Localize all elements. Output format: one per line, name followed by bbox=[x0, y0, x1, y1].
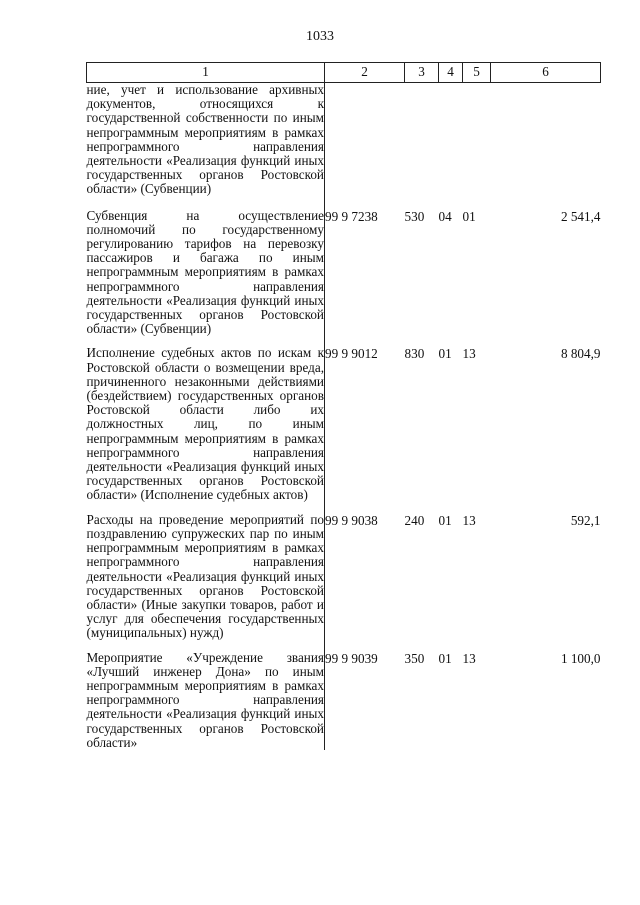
row-expense-type: 830 bbox=[404, 346, 425, 362]
row-subsection: 01 bbox=[462, 208, 476, 224]
page-number: 1033 bbox=[306, 29, 334, 44]
row-amount bbox=[491, 83, 601, 209]
row-name: Мероприятие «Учреждение звания «Лучший инженер Дона» по иным непрограммным мероприятиям в рамках непрограммного направления деятельности «Реализация функций иных государственных органов Ростовской области» bbox=[86, 649, 324, 750]
row-expense-type: 240 bbox=[404, 512, 425, 528]
row-amount: 592,1 bbox=[570, 512, 601, 528]
budget-table bbox=[86, 62, 601, 750]
row-subsection: 13 bbox=[462, 512, 476, 528]
row-code: 99 9 9038 bbox=[325, 512, 378, 528]
table-row bbox=[87, 346, 601, 512]
row-section: 01 bbox=[438, 650, 452, 666]
row-subsection bbox=[463, 83, 491, 209]
header-col-4: 4 bbox=[439, 63, 463, 83]
row-name: Субвенция на осуществление полномочий по государственному регулированию тарифов на перевозку пассажиров и багажа по иным непрограммным мероприятиям в рамках непрограммного направления деятельности «Реализация функций иных государственных органов Ростовской области» (Субвенции) bbox=[87, 209, 325, 347]
row-section: 04 bbox=[438, 208, 452, 224]
table-row bbox=[87, 513, 601, 651]
header-col-2: 2 bbox=[325, 63, 405, 83]
row-section bbox=[439, 83, 463, 209]
row-expense-type: 350 bbox=[404, 650, 425, 666]
row-amount: 8 804,9 bbox=[560, 346, 601, 362]
row-expense-type: 530 bbox=[404, 208, 425, 224]
row-name: ние, учет и использование архивных документов, относящихся к государственной собственности по иным непрограммным мероприятиям в рамках непрограммного направления деятельности «Реализация функций иных государственных органов Ростовской области» (Субвенции) bbox=[87, 83, 325, 209]
header-col-6: 6 bbox=[491, 63, 601, 83]
row-amount: 2 541,4 bbox=[560, 208, 601, 224]
row-name: Исполнение судебных актов по искам к Ростовской области о возмещении вреда, причиненного незаконными действиями (бездействием) государственных органов Ростовской области либо их должностных лиц, по иным непрограммным мероприятиям в рамках непрограммного направления деятельности «Реализация функций иных государственных органов Ростовской области» (Исполнение судебных актов) bbox=[87, 346, 325, 512]
header-col-5: 5 bbox=[463, 63, 491, 83]
row-expense-type bbox=[405, 83, 439, 209]
row-subsection: 13 bbox=[462, 346, 476, 362]
row-code: 99 9 9039 bbox=[325, 650, 378, 666]
row-code: 99 9 7238 bbox=[325, 208, 378, 224]
header-col-3: 3 bbox=[405, 63, 439, 83]
table-row bbox=[87, 651, 601, 750]
row-section: 01 bbox=[438, 512, 452, 528]
table-body bbox=[87, 83, 601, 750]
table-header bbox=[87, 63, 601, 83]
row-name: Расходы на проведение мероприятий по поздравлению супружеских пар по иным непрограммным мероприятиям в рамках непрограммного направления деятельности «Реализация функций иных государственных органов Ростовской области» (Иные закупки товаров, работ и услуг для обеспечения государственных (муниципальных) нужд) bbox=[87, 513, 325, 651]
row-code: 99 9 9012 bbox=[325, 346, 378, 362]
row-subsection: 13 bbox=[462, 650, 476, 666]
table-row bbox=[87, 83, 601, 209]
row-section: 01 bbox=[438, 346, 452, 362]
table-row bbox=[87, 209, 601, 347]
row-code bbox=[325, 83, 405, 209]
row-amount: 1 100,0 bbox=[560, 650, 601, 666]
header-col-1: 1 bbox=[87, 63, 325, 83]
